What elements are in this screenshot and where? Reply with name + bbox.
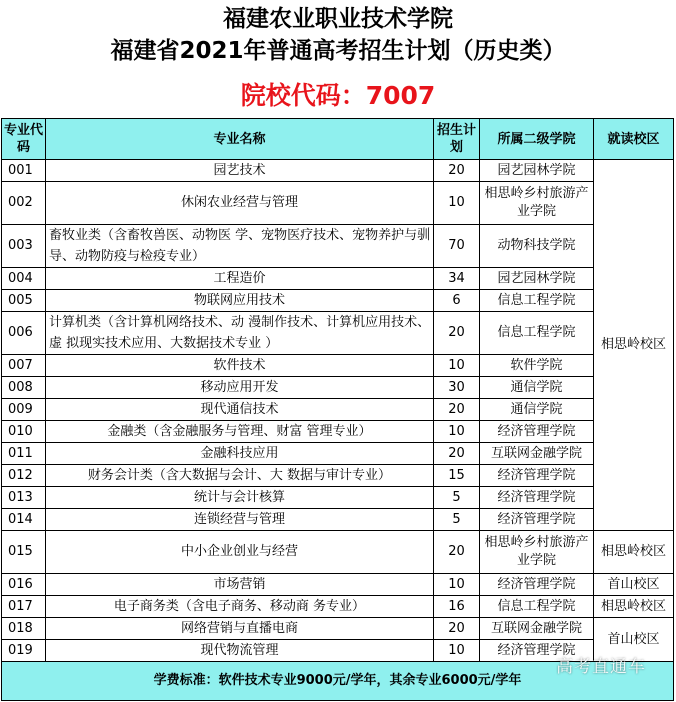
table-row [2,574,674,596]
cell-code: 017 [2,596,46,618]
cell-college: 通信学院 [480,377,594,399]
cell-code: 009 [2,399,46,421]
cell-quota: 20 [434,399,480,421]
cell-code: 016 [2,574,46,596]
cell-college: 园艺园林学院 [480,160,594,182]
cell-name: 移动应用开发 [46,377,434,399]
table-row [2,618,674,640]
cell-code: 004 [2,268,46,290]
cell-code: 007 [2,355,46,377]
cell-name: 休闲农业经营与管理 [46,182,434,225]
col-header-name: 专业名称 [46,119,434,160]
cell-quota: 6 [434,290,480,312]
cell-code: 010 [2,421,46,443]
cell-quota: 20 [434,531,480,574]
cell-college: 信息工程学院 [480,312,594,355]
cell-quota: 5 [434,509,480,531]
cell-name: 现代物流管理 [46,640,434,662]
cell-name: 园艺技术 [46,160,434,182]
table-row [2,377,674,399]
cell-name: 工程造价 [46,268,434,290]
cell-quota: 10 [434,355,480,377]
table-row [2,290,674,312]
table-row [2,596,674,618]
watermark: 高考直通车 [556,657,646,677]
cell-college: 经济管理学院 [480,421,594,443]
table-row [2,421,674,443]
cell-name: 软件技术 [46,355,434,377]
cell-code: 019 [2,640,46,662]
table-row [2,509,674,531]
cell-name: 金融类（含金融服务与管理、财富 管理专业） [46,421,434,443]
table-row [2,160,674,182]
cell-quota: 20 [434,160,480,182]
cell-code: 006 [2,312,46,355]
cell-college: 软件学院 [480,355,594,377]
cell-code: 008 [2,377,46,399]
cell-code: 013 [2,487,46,509]
cell-campus: 首山校区 [594,574,674,596]
table-row [2,182,674,225]
cell-quota: 15 [434,465,480,487]
cell-quota: 20 [434,312,480,355]
cell-name: 财务会计类（含大数据与会计、大 数据与审计专业） [46,465,434,487]
table-row [2,531,674,574]
cell-code: 003 [2,225,46,268]
table-row [2,268,674,290]
cell-code: 012 [2,465,46,487]
cell-college: 经济管理学院 [480,640,594,662]
cell-quota: 10 [434,574,480,596]
cell-code: 001 [2,160,46,182]
cell-quota: 20 [434,443,480,465]
cell-code: 002 [2,182,46,225]
cell-name: 中小企业创业与经营 [46,531,434,574]
col-header-college: 所属二级学院 [480,119,594,160]
cell-college: 经济管理学院 [480,574,594,596]
cell-quota: 70 [434,225,480,268]
cell-code: 011 [2,443,46,465]
cell-quota: 34 [434,268,480,290]
cell-quota: 16 [434,596,480,618]
cell-name: 市场营销 [46,574,434,596]
cell-name: 电子商务类（含电子商务、移动商 务专业） [46,596,434,618]
cell-campus: 相思岭校区 [594,531,674,574]
cell-campus: 相思岭校区 [594,596,674,618]
cell-college: 经济管理学院 [480,487,594,509]
cell-quota: 20 [434,618,480,640]
table-header-row [2,119,674,160]
cell-college: 信息工程学院 [480,596,594,618]
table-row [2,399,674,421]
cell-college: 信息工程学院 [480,290,594,312]
cell-code: 014 [2,509,46,531]
cell-code: 015 [2,531,46,574]
cell-name: 金融科技应用 [46,443,434,465]
cell-college: 互联网金融学院 [480,443,594,465]
cell-college: 相思岭乡村旅游产业学院 [480,531,594,574]
cell-quota: 10 [434,421,480,443]
cell-quota: 30 [434,377,480,399]
table-row [2,465,674,487]
cell-quota: 10 [434,182,480,225]
cell-code: 005 [2,290,46,312]
cell-name: 网络营销与直播电商 [46,618,434,640]
table-row [2,312,674,355]
col-header-campus: 就读校区 [594,119,674,160]
table-row [2,487,674,509]
cell-name: 畜牧业类（含畜牧兽医、动物医 学、宠物医疗技术、宠物养护与驯 导、动物防疫与检疫专业） [46,225,434,268]
cell-college: 动物科技学院 [480,225,594,268]
cell-campus: 相思岭校区 [594,160,674,531]
plan-title: 福建省2021年普通高考招生计划（历史类） [110,38,566,64]
enrollment-plan-table [1,118,674,701]
cell-code: 018 [2,618,46,640]
cell-college: 通信学院 [480,399,594,421]
school-code: 院校代码：7007 [240,81,436,110]
cell-college: 经济管理学院 [480,465,594,487]
cell-college: 园艺园林学院 [480,268,594,290]
cell-name: 计算机类（含计算机网络技术、动 漫制作技术、计算机应用技术、虚 拟现实技术应用、大数据技术专业 ） [46,312,434,355]
cell-quota: 5 [434,487,480,509]
cell-campus: 首山校区 [594,618,674,662]
table-row [2,443,674,465]
cell-college: 经济管理学院 [480,509,594,531]
cell-name: 连锁经营与管理 [46,509,434,531]
cell-quota: 10 [434,640,480,662]
school-title: 福建农业职业技术学院 [223,6,453,32]
cell-name: 现代通信技术 [46,399,434,421]
col-header-quota: 招生计划 [434,119,480,160]
cell-college: 相思岭乡村旅游产业学院 [480,182,594,225]
table-row [2,355,674,377]
tuition-note: 学费标准：软件技术专业9000元/学年，其余专业6000元/学年 [2,662,674,701]
table-row [2,225,674,268]
cell-name: 统计与会计核算 [46,487,434,509]
cell-college: 互联网金融学院 [480,618,594,640]
cell-name: 物联网应用技术 [46,290,434,312]
col-header-code: 专业代码 [2,119,46,160]
